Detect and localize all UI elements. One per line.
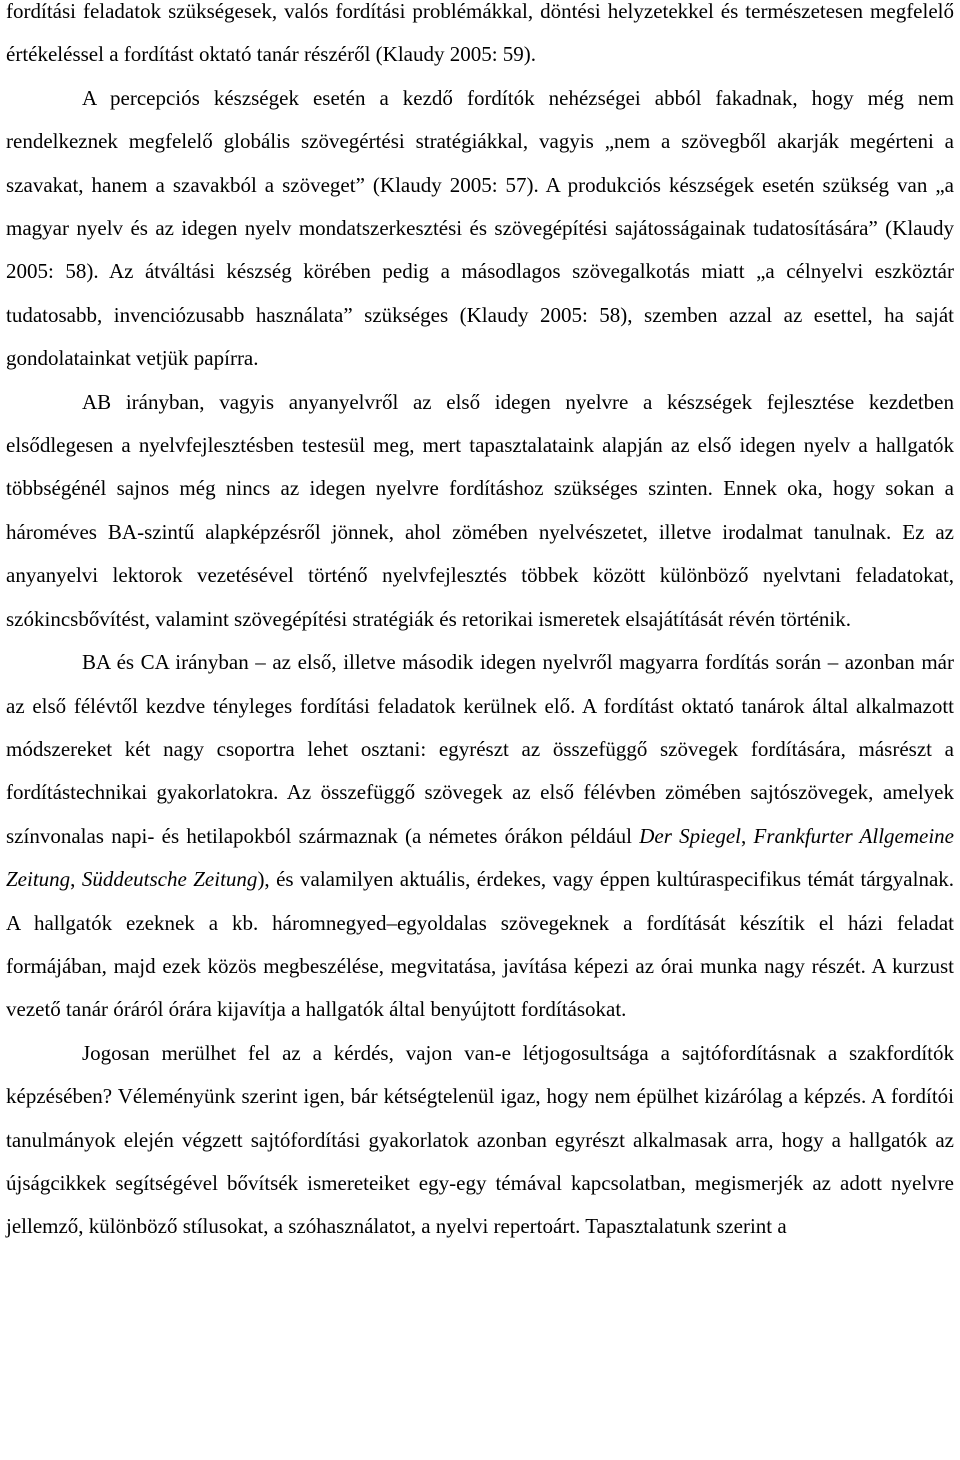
- paragraph-4: [6, 641, 954, 1032]
- newspaper-title-faz: Frankfurter Allgemeine Zeitung: [6, 823, 954, 892]
- paragraph-4-text-before: BA és CA irányban – az első, illetve második idegen nyelvről magyarra fordítás során – azonban már az első félévtől kezdve tényleges fordítási feladatok kerülnek elő. A fordítást oktató tanárok által alkalmazott módszereket két nagy csoportra lehet osztani: egyrészt az összefüggő szövegek fordítására, másrészt a fordítástechnikai gyakorlatokra. Az összefüggő szövegek az első félévben zömében sajtószövegek, amelyek színvonalas napi- és hetilapokból származnak (a németes órákon például: [6, 650, 954, 848]
- separator-1: ,: [740, 823, 754, 848]
- paragraph-3: [6, 381, 954, 641]
- newspaper-title-sz: Süddeutsche Zeitung: [81, 867, 258, 892]
- newspaper-title-der-spiegel: Der Spiegel: [639, 823, 741, 848]
- paragraph-2: [6, 77, 954, 381]
- paragraph-4-text-after: ), és valamilyen aktuális, érdekes, vagy éppen kultúraspecifikus témát tárgyalnak. A hallgatók ezeknek a kb. háromnegyed–egyoldalas szövegeknek a fordítását készítik el házi feladat formájában, majd ezek közös megbeszélése, megvitatása, javítása képezi az órai munka nagy részét. A kurzust vezető tanár óráról órára kijavítja a hallgatók által benyújtott fordításokat.: [6, 867, 955, 1022]
- paragraph-2-text: A percepciós készségek esetén a kezdő fordítók nehézségei abból fakadnak, hogy még nem rendelkeznek megfelelő globális szövegértési stratégiákkal, vagyis „nem a szövegből akarják megérteni a szavakat, hanem a szavakból a szöveget” (Klaudy 2005: 57). A produkciós készségek esetén szükség van „a magyar nyelv és az idegen nyelv mondatszerkesztési és szövegépítési sajátosságainak tudatosítására” (Klaudy 2005: 58). Az átváltási készség körében pedig a másodlagos szövegalkotás miatt „a célnyelvi eszköztár tudatosabb, invenciózusabb használata” szükséges (Klaudy 2005: 58), szemben azzal az esettel, ha saját gondolatainkat vetjük papírra.: [6, 85, 954, 371]
- document-page: [6, 0, 954, 1249]
- paragraph-3-text: AB irányban, vagyis anyanyelvről az első idegen nyelvre a készségek fejlesztése kezdetben elsődlegesen a nyelvfejlesztésben testesül meg, mert tapasztalataink alapján az első idegen nyelv a hallgatók többségénél sajnos még nincs az idegen nyelvre fordításhoz szükséges szinten. Ennek oka, hogy sokan a hároméves BA-szintű alapképzésről jönnek, ahol zömében nyelvészetet, illetve irodalmat tanulnak. Ez az anyanyelvi lektorok vezetésével történő nyelvfejlesztés többek között különböző nyelvtani feladatokat, szókincsbővítést, valamint szövegépítési stratégiák és retorikai ismeretek elsajátítását révén történik.: [6, 389, 954, 631]
- paragraph-5-text: Jogosan merülhet fel az a kérdés, vajon van-e létjogosultsága a sajtófordításnak a szakfordítók képzésében? Véleményünk szerint igen, bár kétségtelenül igaz, hogy nem épülhet kizárólag a képzés. A fordítói tanulmányok elején végzett sajtófordítási gyakorlatok azonban egyrészt alkalmasak arra, hogy a hallgatók az újságcikkek segítségével bővítsék ismereteiket egy-egy témával kapcsolatban, megismerjék az adott nyelvre jellemző, különböző stílusokat, a szóhasználatot, a nyelvi repertoárt. Tapasztalatunk szerint a: [6, 1040, 954, 1239]
- separator-2: ,: [70, 867, 82, 892]
- paragraph-1-text: fordítási feladatok szükségesek, valós fordítási problémákkal, döntési helyzetekkel és természetesen megfelelő értékeléssel a fordítást oktató tanár részéről (Klaudy 2005: 59).: [6, 0, 954, 67]
- paragraph-1: [6, 0, 954, 77]
- paragraph-5: [6, 1032, 954, 1249]
